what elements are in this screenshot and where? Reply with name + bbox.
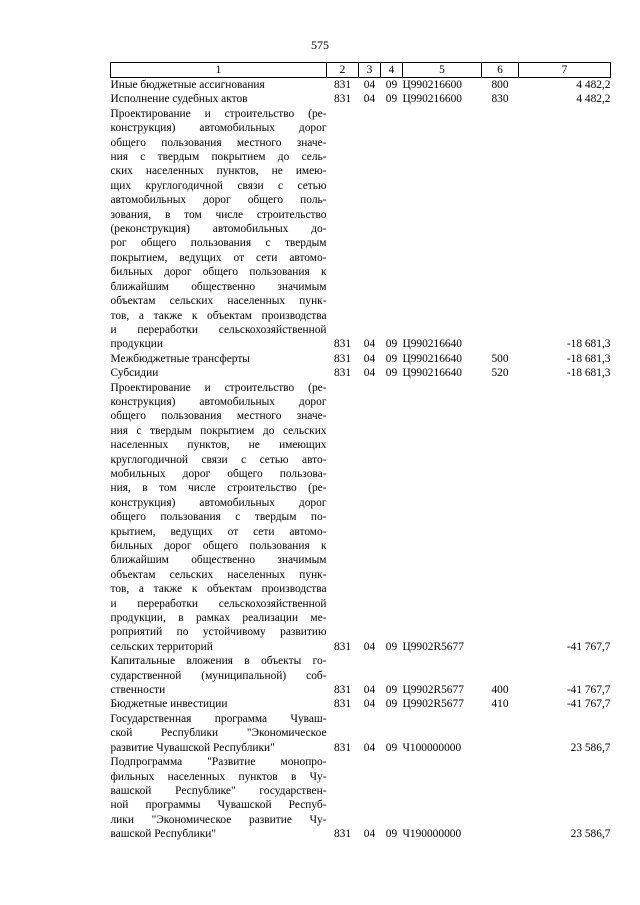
- amount: -18 681,3: [566, 338, 611, 351]
- section-code: 04: [363, 367, 376, 380]
- description-line: Проектирование и строительство (ре-: [110, 107, 327, 120]
- table-header-row: [111, 63, 611, 78]
- section-code: 04: [363, 828, 376, 841]
- row-description: [111, 381, 327, 655]
- description-line: Капитальные вложения в объекты го-: [110, 655, 327, 668]
- description-line: тов, а также к объектам производства: [110, 309, 327, 322]
- row-description: [111, 697, 327, 711]
- target-article-code: Ц9902R5677: [402, 684, 464, 697]
- description-line: вашской Республики": [110, 828, 216, 841]
- ministry-code: 831: [333, 338, 352, 351]
- target-article-code: Ц990216640: [402, 352, 462, 365]
- table-row: [111, 366, 611, 380]
- column-header: 6: [482, 63, 519, 78]
- row-description: [111, 654, 327, 697]
- amount: -18 681,3: [566, 352, 611, 365]
- target-article-code: Ц990216600: [402, 79, 462, 91]
- description-line: ния с твердым покрытием до сель-: [110, 151, 327, 164]
- ministry-code: 831: [333, 640, 352, 653]
- subsection-code: 09: [385, 93, 398, 106]
- description-line: фильных населенных пунктов в Чу-: [110, 770, 327, 783]
- section-code: 04: [363, 698, 376, 711]
- row-description: [111, 78, 327, 93]
- row-description: [111, 366, 327, 380]
- description-line: ния, в том числе строительство (ре-: [110, 482, 327, 495]
- subsection-code: 09: [385, 79, 398, 91]
- expense-type-code: 830: [491, 93, 509, 106]
- description-line: общего пользования с твердым по-: [110, 511, 327, 524]
- description-line: рог общего пользования с твердым: [110, 237, 327, 250]
- target-article-code: Ц9902R5677: [402, 640, 464, 653]
- table-row: [111, 381, 611, 655]
- description-line: роприятий по устойчивому развитию: [110, 626, 327, 639]
- row-description: [111, 352, 327, 366]
- description-line: Субсидии: [110, 367, 159, 380]
- description-line: ной программы Чувашской Респуб-: [110, 799, 327, 812]
- description-line: продукции: [110, 338, 163, 351]
- ministry-code: 831: [333, 93, 352, 106]
- ministry-code: 831: [333, 367, 352, 380]
- description-line: покрытием, ведущих от сети автомо-: [110, 251, 327, 264]
- description-line: населенных пунктов, не имеющих: [110, 439, 327, 452]
- section-code: 04: [363, 684, 376, 697]
- description-line: общего пользования местного значе-: [110, 410, 327, 423]
- description-line: Иные бюджетные ассигнования: [110, 79, 265, 91]
- amount: -18 681,3: [566, 367, 611, 380]
- description-line: и переработки сельскохозяйственной: [110, 323, 327, 336]
- amount: -41 767,7: [566, 640, 611, 653]
- description-line: Исполнение судебных актов: [110, 93, 248, 106]
- description-line: Государственная программа Чуваш-: [110, 712, 327, 725]
- description-line: ближайшим общественно значимым: [110, 554, 327, 567]
- amount: 4 482,2: [576, 93, 611, 106]
- description-line: ния с твердым покрытием до сельских: [110, 424, 327, 437]
- row-description: [111, 107, 327, 352]
- column-header: 5: [403, 63, 482, 78]
- description-line: конструкция) автомобильных дорог: [110, 496, 327, 509]
- ministry-code: 831: [333, 352, 352, 365]
- target-article-code: Ц990216640: [402, 338, 462, 351]
- page-number: 575: [311, 38, 329, 52]
- subsection-code: 09: [385, 338, 398, 351]
- amount: -41 767,7: [566, 698, 611, 711]
- column-header: 4: [381, 63, 403, 78]
- subsection-code: 09: [385, 367, 398, 380]
- row-description: [111, 712, 327, 755]
- description-line: зования, в том числе строительство: [110, 208, 327, 221]
- target-article-code: Ц990216600: [402, 93, 462, 106]
- description-line: (реконструкция) автомобильных до-: [110, 223, 327, 236]
- target-article-code: Ц990216640: [402, 367, 462, 380]
- section-code: 04: [363, 93, 376, 106]
- description-line: ближайшим общественно значимым: [110, 280, 327, 293]
- table-row: [111, 697, 611, 711]
- description-line: и переработки сельскохозяйственной: [110, 597, 327, 610]
- amount: 23 586,7: [570, 741, 611, 754]
- expense-type-code: 410: [491, 698, 509, 711]
- subsection-code: 09: [385, 698, 398, 711]
- description-line: ственности: [110, 684, 166, 697]
- description-line: объектам сельских населенных пунк-: [110, 568, 327, 581]
- description-line: мобильных дорог общего пользова-: [110, 467, 327, 480]
- budget-table: [110, 62, 611, 842]
- description-line: ской Республики "Экономическое: [110, 727, 327, 740]
- ministry-code: 831: [333, 698, 352, 711]
- description-line: Подпрограмма "Развитие монопро-: [110, 756, 327, 769]
- subsection-code: 09: [385, 352, 398, 365]
- section-code: 04: [363, 352, 376, 365]
- table-row: [111, 755, 611, 841]
- section-code: 04: [363, 79, 376, 91]
- description-line: автомобильных дорог общего поль-: [110, 194, 327, 207]
- target-article-code: Ч100000000: [402, 741, 462, 754]
- description-line: ских населенных пунктов, не имею-: [110, 165, 327, 178]
- row-description: [111, 755, 327, 841]
- description-line: Проектирование и строительство (ре-: [110, 381, 327, 394]
- description-line: сельских территорий: [110, 640, 213, 653]
- description-line: общего пользования местного значе-: [110, 136, 327, 149]
- description-line: объектам сельских населенных пунк-: [110, 295, 327, 308]
- description-line: тов, а также к объектам производства: [110, 583, 327, 596]
- description-line: крытием, ведущих от сети автомо-: [110, 525, 327, 538]
- expense-type-code: 500: [491, 352, 509, 365]
- section-code: 04: [363, 338, 376, 351]
- expense-type-code: [482, 381, 519, 655]
- table-row: [111, 654, 611, 697]
- description-line: бильных дорог общего пользования к: [110, 266, 327, 279]
- expense-type-code: [482, 755, 519, 841]
- description-line: круглогодичной связи с сетью авто-: [110, 453, 327, 466]
- table-body: [111, 78, 611, 842]
- column-header: 3: [359, 63, 381, 78]
- amount: 4 482,2: [576, 79, 611, 91]
- column-header: 1: [111, 63, 327, 78]
- table-row: [111, 92, 611, 106]
- description-line: конструкция) автомобильных дорог: [110, 395, 327, 408]
- subsection-code: 09: [385, 684, 398, 697]
- description-line: щих круглогодичной связи с сетью: [110, 179, 327, 192]
- table-row: [111, 78, 611, 93]
- ministry-code: 831: [333, 828, 352, 841]
- ministry-code: 831: [333, 684, 352, 697]
- table-row: [111, 107, 611, 352]
- column-header: 7: [519, 63, 611, 78]
- expense-type-code: 400: [491, 684, 509, 697]
- expense-type-code: [482, 107, 519, 352]
- ministry-code: 831: [333, 79, 352, 91]
- description-line: сударственной (муниципальной) соб-: [110, 669, 327, 682]
- expense-type-code: 520: [491, 367, 509, 380]
- description-line: развитие Чувашской Республики": [110, 741, 275, 754]
- section-code: 04: [363, 741, 376, 754]
- description-line: конструкция) автомобильных дорог: [110, 122, 327, 135]
- amount: 23 586,7: [570, 828, 611, 841]
- target-article-code: Ц9902R5677: [402, 698, 464, 711]
- subsection-code: 09: [385, 640, 398, 653]
- amount: -41 767,7: [566, 684, 611, 697]
- expense-type-code: [482, 712, 519, 755]
- subsection-code: 09: [385, 828, 398, 841]
- column-header: 2: [327, 63, 359, 78]
- row-description: [111, 92, 327, 106]
- description-line: вашской Республике" государствен-: [110, 784, 327, 797]
- table-row: [111, 352, 611, 366]
- expense-type-code: 800: [491, 79, 509, 91]
- description-line: Бюджетные инвестиции: [110, 698, 228, 711]
- subsection-code: 09: [385, 741, 398, 754]
- description-line: Межбюджетные трансферты: [110, 352, 250, 365]
- description-line: продукции, в рамках реализации ме-: [110, 612, 327, 625]
- ministry-code: 831: [333, 741, 352, 754]
- table-row: [111, 712, 611, 755]
- description-line: лики "Экономическое развитие Чу-: [110, 813, 327, 826]
- description-line: бильных дорог общего пользования к: [110, 540, 327, 552]
- section-code: 04: [363, 640, 376, 653]
- target-article-code: Ч190000000: [402, 828, 462, 841]
